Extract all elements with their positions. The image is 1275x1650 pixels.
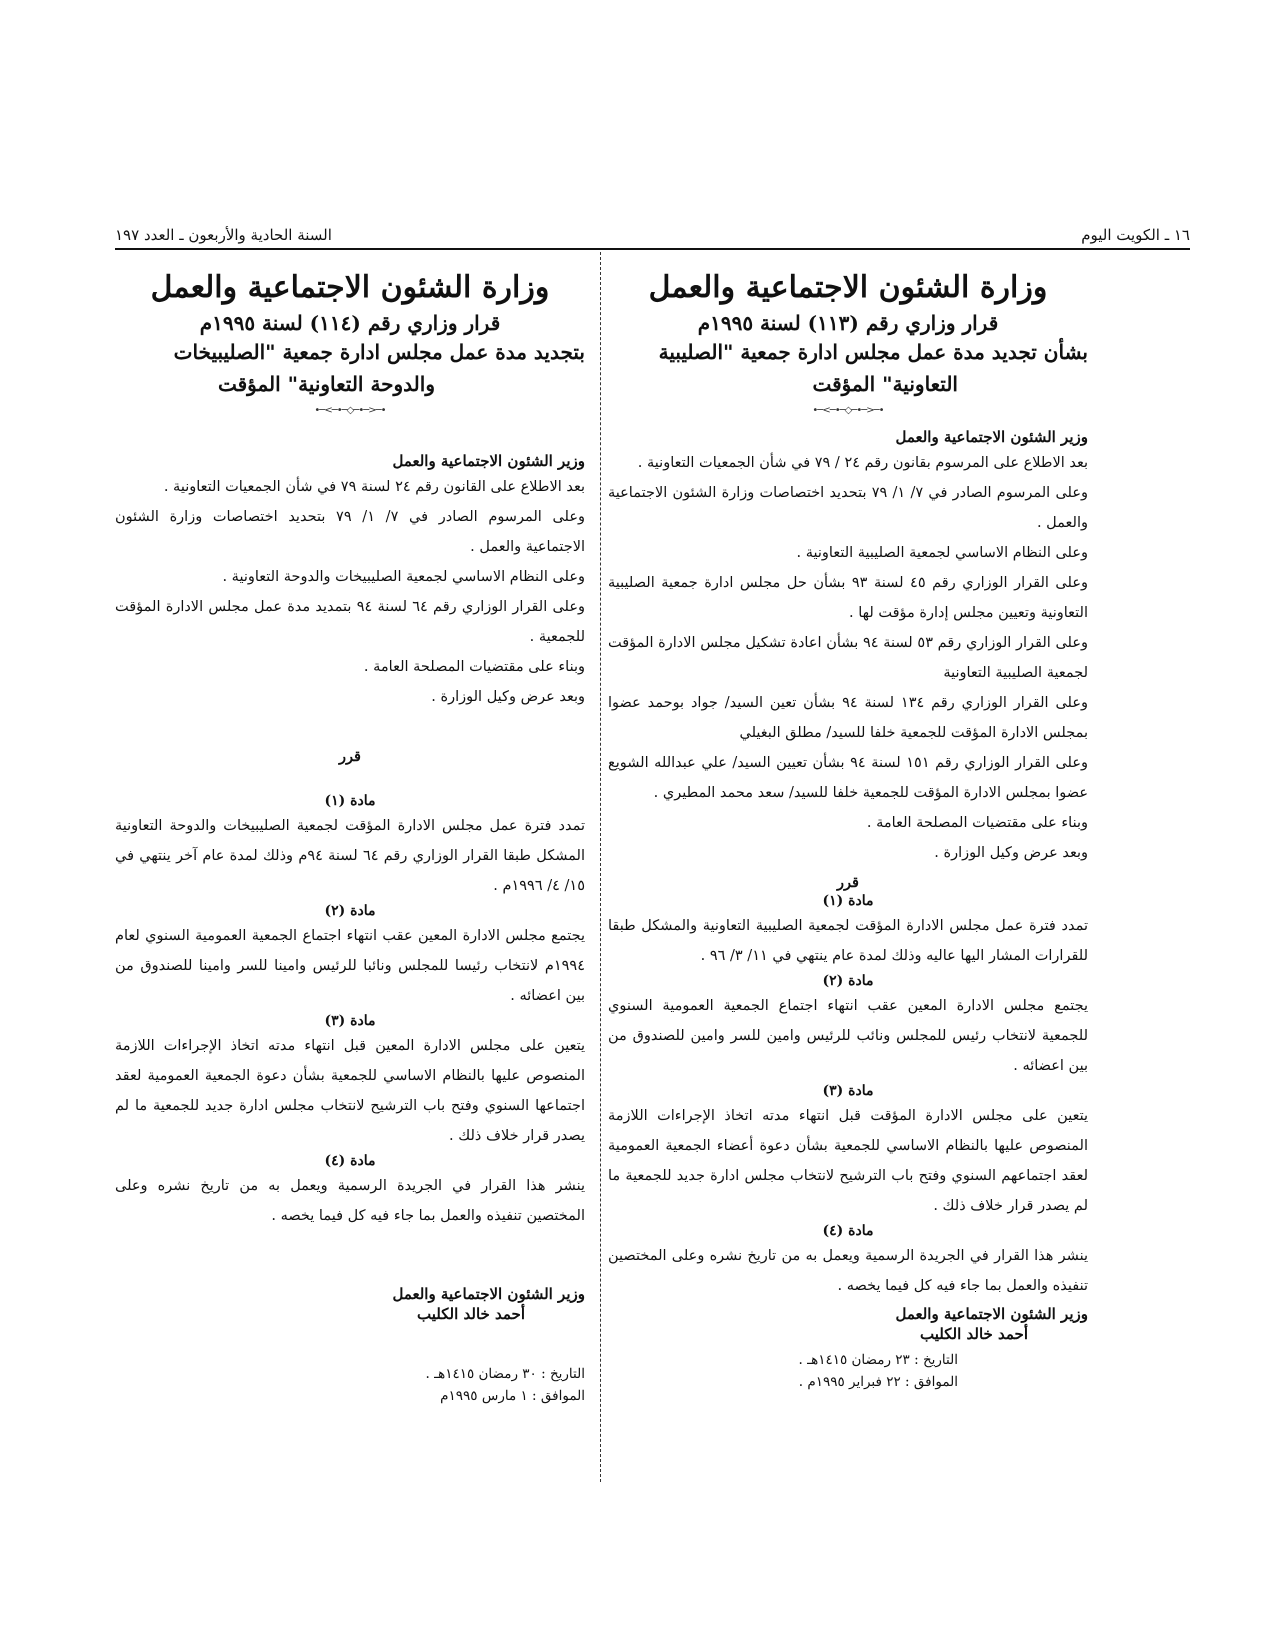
article-4-title: مادة (٤): [822, 1223, 874, 1239]
article-2-title: مادة (٢): [324, 903, 376, 919]
spacer: [115, 428, 585, 446]
ministry-heading: وزارة الشئون الاجتماعية والعمل: [150, 270, 550, 305]
ornament-divider: [115, 405, 585, 416]
spacer: [115, 712, 585, 742]
issuer-heading: وزير الشئون الاجتماعية والعمل: [392, 452, 585, 470]
preamble-paragraph: وعلى النظام الاساسي لجمعية الصليبية التعاونية .: [796, 545, 1088, 561]
article-4-title: مادة (٤): [324, 1153, 376, 1169]
article-1-title: مادة (١): [324, 793, 376, 809]
decree-title: قرار وزاري رقم (١١٣) لسنة ١٩٩٥م: [697, 311, 999, 335]
gregorian-date: الموافق : ١ مارس ١٩٩٥م: [440, 1388, 585, 1404]
preamble-paragraph: وعلى النظام الاساسي لجمعية الصليبيخات والدوحة التعاونية .: [222, 569, 585, 585]
article-1-text: تمدد فترة عمل مجلس الادارة المؤقت لجمعية الصليبية التعاونية والمشكل طبقا للقرارات المشار اليها عاليه وذلك لمدة عام ينتهي في ١١/ ٣/ ٩٦ .: [608, 918, 1088, 964]
decree-114-column: [115, 270, 585, 1407]
signatory-name: أحمد خالد الكليب: [417, 1305, 525, 1323]
preamble-paragraph: بعد الاطلاع على القانون رقم ٢٤ لسنة ٧٩ في شأن الجمعيات التعاونية .: [163, 479, 585, 495]
article-3-title: مادة (٣): [324, 1013, 376, 1029]
decree-113-column: [608, 270, 1088, 1393]
spacer: [115, 767, 585, 791]
preamble-paragraph: وعلى القرار الوزاري رقم ٦٤ لسنة ٩٤ بتمديد مدة عمل مجلس الادارة المؤقت للجمعية .: [115, 599, 585, 645]
article-1-text: تمدد فترة عمل مجلس الادارة المؤقت لجمعية الصليبيخات والدوحة التعاونية المشكل طبقا القرار الوزاري رقم ٦٤ لسنة ٩٤م وذلك لمدة عام آخر ينتهي في ١٥/ ٤/ ١٩٩٦م .: [115, 818, 585, 894]
article-3-text: يتعين على مجلس الادارة المعين قبل انتهاء مدته اتخاذ الإجراءات اللازمة المنصوص عليها بالنظام الاساسي للجمعية بشأن دعوة الجمعية العمومية لعقد اجتماعها السنوي وفتح باب الترشيح لانتخاب مجلس ادارة جديد للجمعية ما لم يصدر قرار خلاف ذلك .: [115, 1038, 585, 1144]
preamble-paragraph: وعلى القرار الوزاري رقم ٥٣ لسنة ٩٤ بشأن اعادة تشكيل مجلس الادارة المؤقت لجمعية الصليبية التعاونية: [608, 635, 1088, 681]
preamble-paragraph: وعلى القرار الوزاري رقم ٤٥ لسنة ٩٣ بشأن حل مجلس ادارة جمعية الصليبية التعاونية وتعيين مجلس إدارة مؤقت لها .: [608, 575, 1088, 621]
signatory-title: وزير الشئون الاجتماعية والعمل: [895, 1305, 1088, 1323]
ministry-heading: وزارة الشئون الاجتماعية والعمل: [648, 270, 1048, 305]
preamble-paragraph: بعد الاطلاع على المرسوم بقانون رقم ٢٤ / ٧٩ في شأن الجمعيات التعاونية .: [637, 455, 1088, 471]
header-rule: [115, 248, 1190, 250]
preamble-paragraph: وبناء على مقتضيات المصلحة العامة .: [363, 659, 585, 675]
ornament-glyphs: •─<─•─◇─•─>─•: [314, 405, 386, 416]
article-2-text: يجتمع مجلس الادارة المعين عقب انتهاء اجتماع الجمعية العمومية السنوي للجمعية لانتخاب رئيس للمجلس ونائب للرئيس وامين للسر وامين للصندوق من بين اعضائه .: [608, 998, 1088, 1074]
preamble-paragraph: وبناء على مقتضيات المصلحة العامة .: [866, 815, 1088, 831]
article-1-title: مادة (١): [822, 893, 874, 909]
preamble-paragraph: وعلى المرسوم الصادر في ٧/ ١/ ٧٩ بتحديد اختصاصات وزارة الشئون الاجتماعية والعمل .: [115, 509, 586, 555]
article-2-text: يجتمع مجلس الادارة المعين عقب انتهاء اجتماع الجمعية العمومية السنوي لعام ١٩٩٤م لانتخاب رئيسا للمجلس ونائبا للرئيس وامينا للسر وامينا للصندوق من بين اعضائه .: [115, 928, 585, 1004]
decree-dates: [115, 1363, 585, 1407]
page-number-label: ١٦ ـ الكويت اليوم: [1081, 226, 1190, 244]
decree-subject-line-2: التعاونية" المؤقت: [812, 372, 958, 396]
signatory-title: وزير الشئون الاجتماعية والعمل: [392, 1285, 585, 1303]
hijri-date: التاريخ : ٣٠ رمضان ١٤١٥هـ .: [425, 1366, 585, 1382]
page-header: [115, 226, 1190, 248]
ornament-divider: [608, 405, 1088, 416]
column-divider: [600, 252, 601, 1482]
article-4-text: ينشر هذا القرار في الجريدة الرسمية ويعمل به من تاريخ نشره وعلى المختصين تنفيذه والعمل بما جاء فيه كل فيما يخصه .: [115, 1178, 585, 1224]
preamble-paragraph: وبعد عرض وكيل الوزارة .: [934, 845, 1088, 861]
preamble-paragraph: وعلى المرسوم الصادر في ٧/ ١/ ٧٩ بتحديد اختصاصات وزارة الشئون الاجتماعية والعمل .: [608, 485, 1088, 531]
decree-subject-line-1: بشأن تجديد مدة عمل مجلس ادارة جمعية "الصليبية: [658, 340, 1088, 364]
preamble-paragraph: وعلى القرار الوزاري رقم ١٥١ لسنة ٩٤ بشأن تعيين السيد/ علي عبدالله الشويع عضوا بمجلس الادارة المؤقت للجمعية خلفا للسيد/ سعد محمد المطيري .: [608, 755, 1088, 801]
article-2-title: مادة (٢): [822, 973, 874, 989]
issuer-heading: وزير الشئون الاجتماعية والعمل: [895, 428, 1088, 446]
hijri-date: التاريخ : ٢٣ رمضان ١٤١٥هـ .: [798, 1352, 958, 1368]
article-4-text: ينشر هذا القرار في الجريدة الرسمية ويعمل به من تاريخ نشره وعلى المختصين تنفيذه والعمل بما جاء فيه كل فيما يخصه .: [608, 1248, 1088, 1294]
ornament-glyphs: •─<─•─◇─•─>─•: [812, 405, 884, 416]
preamble-paragraph: وعلى القرار الوزاري رقم ١٣٤ لسنة ٩٤ بشأن تعين السيد/ جواد بوحمد عضوا بمجلس الادارة المؤقت للجمعية خلفا للسيد/ مطلق البغيلي: [608, 695, 1088, 741]
decree-subject-line-2: والدوحة التعاونية" المؤقت: [217, 372, 435, 396]
article-3-text: يتعين على مجلس الادارة المؤقت قبل انتهاء مدته اتخاذ الإجراءات اللازمة المنصوص عليها بالنظام الاساسي للجمعية بشأن دعوة أعضاء الجمعية العمومية لعقد اجتماعهم السنوي وفتح باب الترشيح لانتخاب مجلس ادارة جديد للجمعية ما لم يصدر قرار خلاف ذلك .: [608, 1108, 1088, 1214]
decree-subject-line-1: بتجديد مدة عمل مجلس ادارة جمعية "الصليبيخات: [173, 340, 585, 364]
decree-dates: [608, 1349, 1088, 1393]
issue-label: السنة الحادية والأربعون ـ العدد ١٩٧: [115, 226, 332, 244]
article-3-title: مادة (٣): [822, 1083, 874, 1099]
spacer: [115, 1323, 585, 1363]
preamble-paragraph: وبعد عرض وكيل الوزارة .: [431, 689, 585, 705]
decree-title: قرار وزاري رقم (١١٤) لسنة ١٩٩٥م: [199, 311, 501, 335]
spacer: [115, 1231, 585, 1271]
decision-heading: قرر: [837, 874, 859, 891]
gregorian-date: الموافق : ٢٢ فبراير ١٩٩٥م .: [798, 1374, 958, 1390]
decision-heading: قرر: [339, 748, 361, 765]
signatory-name: أحمد خالد الكليب: [920, 1325, 1028, 1343]
